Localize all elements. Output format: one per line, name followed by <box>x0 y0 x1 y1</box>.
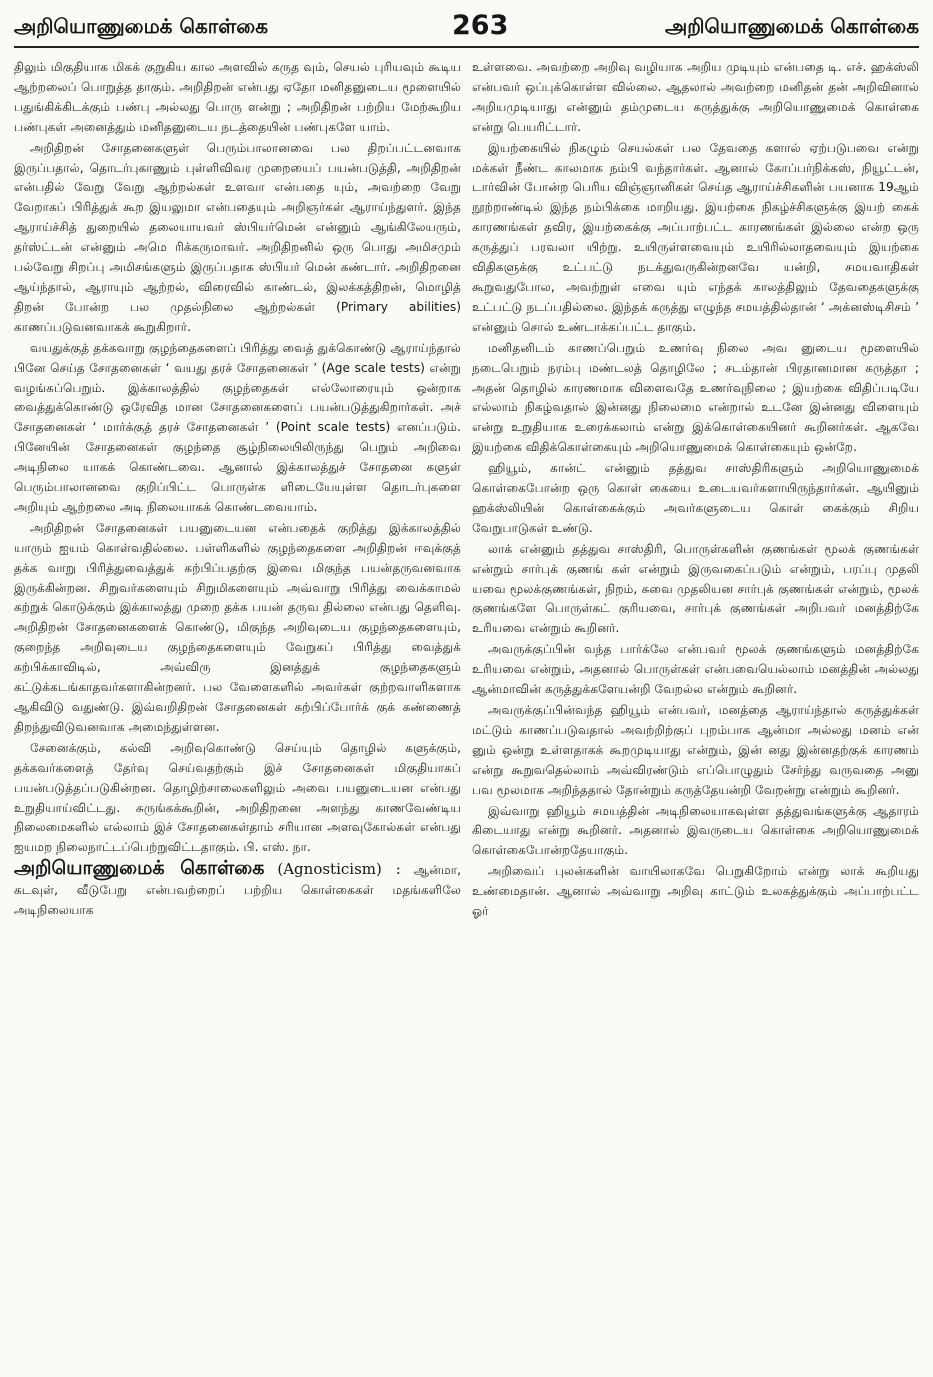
paragraph: லாக் என்னும் தத்துவ சாஸ்திரி, பொருள்களின் குணங்கள் மூலக் குணங்கள் என்றும் சார்புக் குணங் கள் என்றும் இருவகைப்படும் என்றும், பரப்பு முதலி யவை மூலக்குணங்கள், நிறம், சுவை முதலியன சார்புக் குணங்கள் என்றும், மூலக் குணங்களே பொருள்கட் குரியவை, சார்புக் குணங்கள் அறிபவர் மனத்திற்கே உரியவை என்றும் கூறினர். <box>472 541 919 636</box>
paragraph: திலும் மிகுதியாக மிகக் குறுகிய கால அளவில் கருத வும், செயல் புரியவும் கூடிய ஆற்றலைப் பொறுத்த தாகும். அறிதிறன் என்பது ஏதோ மனிதனுடைய மூளையில் பதுங்கிக்கிடக்கும் பண்பு அல்லது பொரு ளன்று ; அறிதிறன் பற்றிய மேற்கூறிய பண்புகள் அனைத்தும் மனிதனுடைய நடத்தையின் பண்புகளே யாம். <box>14 60 461 134</box>
entry-title: அறியொணுமைக் கொள்கை <box>14 857 265 880</box>
page-number: 263 <box>452 10 509 41</box>
paragraph: சேனைக்கும், கல்வி அறிவுகொண்டு செய்யும் தொழில் களுக்கும், தக்கவர்களைத் தேர்வு செய்வதற்கும் இச் சோதனைகள் மிகுதியாகப் பயன்படுத்தப்படுகின்றன. தொழிற்சாலைகளிலும் அவை பயனுடையன என்பது உறுதியாய்விட்டது. சுருங்கக்கூறின், அறிதிறனை அளந்து காணவேண்டிய நிலைமைகளில் எல்லாம் இச் சோதனைகள்தாம் சரியான அளவுகோல்கள் என்பது ஐயமற நிலைநாட்டப்பெற்றுவிட்டதாகும். பி. எஸ். நா. <box>14 740 461 855</box>
paragraph: இவ்வாறு ஹியூம் சமயத்தின் அடிநிலையாகவுள்ள தத்துவங்களுக்கு ஆதாரம் கிடையாது என்று கூறினர். அதனால் இவருடைய கொள்கை அறியொணுமைக் கொள்கைபோன்றதேயாகும். <box>472 803 919 858</box>
entry-text: ஆன்மா, கடவுள், வீடுபேறு என்பவற்றைப் பற்றிய கொள்கைகள் மதங்களிலே அடிநிலையாக <box>14 863 461 918</box>
right-column <box>472 58 919 1368</box>
two-column-body <box>14 58 919 1368</box>
paragraph: அறிவைப் புலன்களின் வாயிலாகவே பெறுகிறோம் என்று லாக் கூறியது உண்மைதான். ஆனால் அவ்வாறு அறிவு காட்டும் உலகத்துக்கும் அப்பாற்பட்ட ஓர் <box>472 864 919 919</box>
paragraph: அவருக்குப்பின் வந்த பார்க்லே என்பவர் மூலக் குணங்களும் மனத்திற்கே உரியவை என்றும், அதனால் பொருள்கள் என்பவையெல்லாம் மனத்தின் அல்லது ஆன்மாவின் கருத்துக்களேயன்றி வேறல்ல என்றும் கூறினர். <box>472 642 919 697</box>
paragraph: உள்ளவை. அவற்றை அறிவு வழியாக அறிய முடியும் என்பதை டி. எச். ஹக்ஸ்லி என்பவர் ஒப்புக்கொள்ள வில்லை. ஆதலால் அவற்றை மனிதன் தன் அறிவினால் அறியமுடியாது என்னும் தம்முடைய கருத்துக்கு அறியொணுமைக் கொள்கை என்று பெயரிட்டார். <box>472 60 919 134</box>
entry-latin-term: (Agnosticism) : <box>277 860 401 879</box>
left-column <box>14 58 461 1368</box>
paragraph: ஹியூம், கான்ட் என்னும் தத்துவ சாஸ்திரிகளும் அறியொணுமைக் கொள்கைபோன்ற ஒரு கொள் கையை உடையவர்களாயிருந்தார்கள். ஆயினும் ஹக்ஸ்லியின் கொள்கைக்கும் அவர்களுடைய கொள் கைக்கும் சிறிய வேறுபாடுகள் உண்டு. <box>472 461 919 535</box>
paragraph: இயற்கையில் நிகழும் செயல்கள் பல தேவதை களால் ஏற்படுபவை என்று மக்கள் நீண்ட காலமாக நம்பி வந்தார்கள். ஆனால் கோப்பர்நிக்கஸ், நியூட்டன், டார்வின் போன்ற பெரிய விஞ்ஞானிகள் செய்த ஆராய்ச்சிகளின் பயனாக 19ஆம் நூற்றாண்டில் இந்த நம்பிக்கை மாறியது. இயற்கை நிகழ்ச்சிகளுக்கு இயற் கைக் காரணங்கள் தவிர, இயற்கைக்கு அப்பாற்பட்ட காரணங்கள் இல்லை என்ற ஒரு கருத்துப் பரவலா யிற்று. உயிருள்ளவையும் உயிரில்லாதவையும் இயற்கை விதிகளுக்கு உட்பட்டு நடக்துவருகின்றனவே யன்றி, சமயவாதிகள் கூறுவதுபோல, அவற்றுள் எவை யும் எந்தக் காலத்திலும் தேவதைகளுக்கு உட்பட்டு நடப்பதில்லை. இந்தக் கருத்து எழுந்த சமயத்தில்தான் ‘ அக்னஸ்டிசிசம் ’ என்னும் சொல் உண்டாக்கப்பட்ட தாகும். <box>472 140 919 334</box>
paragraph: அறிதிறன் சோதனைகளுள் பெரும்பாலானவை பல திறப்பட்டனவாக இருப்பதால், தொடர்புகாணும் புள்ளிவிவர முறையைப் பயன்படுத்தி, அறிதிறன் என்பதில் வேறு வேறு ஆற்றல்கள் உளவா என்பதை யும், அவற்றை வேறு வேறாகப் பிரித்துக் கூற இயலுமா என்பதையும் அறிஞர்கள் ஆராய்ந்துளர். இந்த ஆராய்ச்சித் துறையில் தலையாயவர் ஸ்பியர்மென் என்னும் ஆங்கிலேயரும், தர்ஸ்ட்டன் என்னும் அமெ ரிக்கருமாவர். அறிதிறனில் ஒரு பொது அமிசமும் பல்வேறு சிறப்பு அமிசங்களும் இருப்பதாக ஸ்பியர் மென் கண்டார். அறிதிறனை ஆய்ந்தால், ஆராயும் ஆற்றல், விரைவில் காண்டல், இலக்கத்திறன், மொழித் திறன் போன்ற பல முதல்நிலை ஆற்றல்கள் (Primary abilities) காணப்படுவனவாகக் கூறுகிறார். <box>14 140 461 334</box>
paragraph: அவருக்குப்பின்வந்த ஹியூம் என்பவர், மனத்தை ஆராய்ந்தால் கருத்துக்கள் மட்டும் காணப்படுவதால் அவற்றிற்குப் புறம்பாக ஆன்மா அல்லது மனம் என் னும் ஒன்று உள்ளதாகக் கூறமுடியாது என்றும், இன் னது இன்னதற்குக் காரணம் என்று கூறுவதெல்லாம் அவ்விரண்டும் எப்பொழுதும் சேர்ந்து வருவதை அனு பவ மூலமாக அறிந்ததால் தோன்றும் கருத்தேயன்றி வேறன்று என்றும் கூறினர். <box>472 703 919 797</box>
paragraph: மனிதனிடம் காணப்பெறும் உணர்வு நிலை அவ னுடைய மூளையில் நடைபெறும் நரம்பு மண்டலத் தொழிலே ; சடம்தான் பிரதானமான கருத்தா ; அதன் தொழில் காரணமாக விளைவதே உணர்வுநிலை ; இயற்கை விதிப்படியே எல்லாம் நிகழ்வதால் இன்னது நிலைமை என்றால் உடனே இன்னது விளையும் என்று உறுதியாக உரைக்கலாம் என்று இக்கொள்கையினர் கூறினர்கள். ஆகவே இயற்கை விதிக்கொள்கையும் அறியொணுமைக் கொள்கையும் ஒன்றே. <box>472 340 919 455</box>
running-head-left: அறியொணுமைக் கொள்கை <box>14 14 269 38</box>
paragraph: வயதுக்குத் தக்கவாறு குழந்தைகளைப் பிரித்து வைத் துக்கொண்டு ஆராய்ந்தால் பினே செய்த சோதனைகள் ‘ வயது தரச் சோதனைகள் ’ (Age scale tests) என்று வழங்கப்பெறும். இக்காலத்தில் குழந்தைகள் எல்லோரையும் ஒன்றாக வைத்துக்கொண்டு ஒரேவித மான சோதனைகளைப் பயன்படுத்துகிறார்கள். அச் சோதனைகள் ‘ மார்க்குத் தரச் சோதனைகள் ’ (Point scale tests) எனப்படும். பினேயின் சோதனைகள் குழந்தை சூழ்நிலையிலிருந்து பெறும் அறிவை அடிநிலை யாகக் கொண்டவை. ஆனால் இக்காலத்துச் சோதனை களுள் பெரும்பாலானவை குறிப்பிட்ட பொருள்க ளிடையேயுள்ள தொடர்புகளை அறியும் ஆற்றலை அடி நிலையாகக் கொண்டவையாம். <box>14 340 461 514</box>
encyclopedia-entry <box>14 859 461 921</box>
running-head-right: அறியொணுமைக் கொள்கை <box>664 14 919 38</box>
page-header <box>14 12 919 48</box>
paragraph: அறிதிறன் சோதனைகள் பயனுடையன என்பதைக் குறித்து இக்காலத்தில் யாரும் ஐயம் கொள்வதில்லை. பள்ளிகளில் குழந்தைகளை அறிதிறன் ஈவுக்குத் தக்க வாறு பிரித்துவைத்துக் கற்பிப்பதற்கு இவை மிகுந்த பயன்தருவனவாக இருக்கின்றன. சிறுவர்களையும் சிறுமிகளையும் அவ்வாறு பிரித்து வைக்காமல் கற்றுக் கொடுக்கும் இக்காலத்து முறை தக்க பயன் தருவ தில்லை என்பது தெளிவு. அறிதிறன் சோதனைகளைக் கொண்டு, மிகுந்த அறிவுடைய குழந்தைகளையும், குறைந்த அறிவுடைய குழந்தைகளையும் வேறுகப் பிரித்து வைத்துக் கற்பிக்காவிடில், அவ்விரு இனத்துக் குழந்தைகளும் கட்டுக்கடங்காதவர்களாகின்றனர். பல வேளைகளில் அவர்கள் குற்றவாளிகளாக ஆகிவிடு வதுண்டு. இவ்வறிதிறன் சோதனைகள் கற்பிப்போர்க் குக் கண்ணைத் திறந்துவிடுவனவாக அமைந்துள்ளன. <box>14 520 461 734</box>
